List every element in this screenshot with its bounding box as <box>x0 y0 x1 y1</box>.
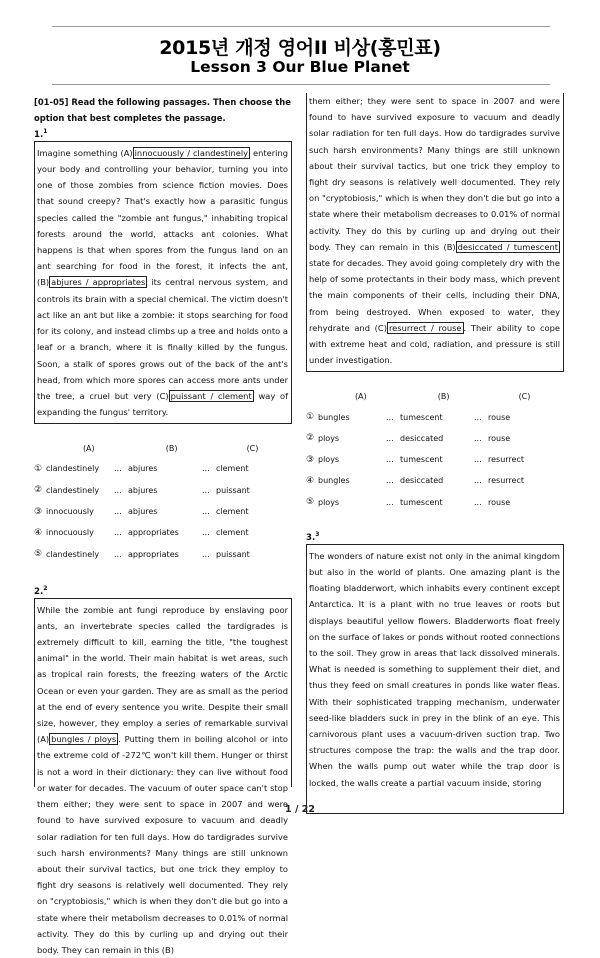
instructions: [01-05] Read the following passages. Then choose the option that best completes the passage. <box>34 97 291 123</box>
blank-b: desiccated / tumescent <box>457 241 558 252</box>
blank-a: bungles / ploys <box>51 734 117 745</box>
option-row[interactable]: ⑤ clandestinely ... appropriates ... puissant <box>34 549 250 560</box>
question-2-number: 2.$^2$ <box>34 584 48 597</box>
question-1-number: 1.$^1$ <box>34 128 48 140</box>
blank-c: puissant / clement <box>170 390 252 401</box>
option-row[interactable]: ① clandestinely ... abjures ... clement <box>34 463 249 474</box>
right-column <box>306 93 564 814</box>
options-header: (A) (B) (C) <box>354 391 531 401</box>
left-column <box>34 93 292 955</box>
option-row[interactable]: ③ ploys ... tumescent ... resurrect <box>306 454 524 465</box>
question-3-passage: The wonders of nature exist not only in the animal kingdom but also in the world of plants. One amazing plant is the floating bladderwort, which inhabits every continent except Antarctica. It is a plant with no true leaves or roots but displays beautiful yellow flowers. Bladderworts float freely on the surface of lakes or ponds without rooted connections to the soil. They grow in areas that lack dissolved minerals. What is needed is something to supplement their diet, and thus they feed on small creatures in ponds like water fleas. With their sophisticated trapping mechanism, underwater seed-like bladders suck in prey in the blink of an eye. This carnivorous plant uses a vacuum-driven suction trap. Two structures compose the trap: the walls and the trap door. When the walls pump out water while the trap door is locked, the walls create a partial vacuum inside, storing <box>306 544 564 814</box>
blank-b: abjures / appropriates <box>51 277 146 288</box>
question-2-options <box>306 386 564 512</box>
page-title: 2015년 개정 영어II 비상(홍민표) <box>159 37 441 59</box>
top-rule <box>52 26 550 27</box>
question-1-passage: Imagine something (A) innocuously / clandestinely entering your body and controlling your behavior, turning you into one of those zombies from science fiction movies. Does that sound creepy? That's exactly how a parasitic fungus species called the "zombie ant fungus," inhabiting tropical forests around the world, attacks ant colonies. What happens is that when spores from the fungus land on an ant searching for food in the forest, it infects the ant, (B) abjures / appropriates its central nervous system, and controls its brain with a special chemical. The victim doesn't act like an ant but like a zombie: it stops searching for food for its colony, and instead climbs up a tree and holds onto a leaf or a branch, where it is finally killed by the fungus. Soon, a stalk of spores grows out of the back of the ant's head, from which more spores can access more ants under the tree, a cruel but very (C) puissant / clement way of expanding the fungus' territory. <box>34 141 292 424</box>
options-header: (A) (B) (C) <box>82 443 259 453</box>
blank-c: resurrect / rouse <box>388 322 462 333</box>
option-row[interactable]: ④ innocuously ... appropriates ... clement <box>34 527 249 538</box>
question-1-options <box>34 438 292 564</box>
page-number: 1 / 22 <box>285 804 315 815</box>
question-2-passage-part1: While the zombie ant fungi reproduce by enslaving poor ants, an invertebrate species called the tardigrades is extremely difficult to kill, earning the title, "the toughest animal" in the world. Their main habitat is wet areas, such as tropical rain forests, the freezing waters of the Arctic Ocean or even your garden. They are as small as the period at the end of every sentence you write. Despite their small size, however, they employ a series of remarkable survival (A) bungles / ploys . Putting them in boiling alcohol or into the extreme cold of -272℃ won't kill them. Hunger or thirst is not a word in their dictionary: they can live without food or water for decades. The vacuum of outer space can't stop them either; they were sent to space in 2007 and were found to have survived exposure to vacuum and deadly solar radiation for ten full days. How do tardigrades survive such harsh environments? Many things are still unknown about their survival tactics, but one trick they employ to fight dry seasons is relatively well documented. They rely on "cryptobiosis," which is when they don't die but go into a state where their metabolism decreases to 0.01% of normal activity. They do this by curling up and drying out their body. They can remain in this (B) <box>34 598 292 787</box>
question-2-passage-part2: them either; they were sent to space in 2007 and were found to have survived exposure to vacuum and deadly solar radiation for ten full days. How do tardigrades survive such harsh environments? Many things are still unknown about their survival tactics, but one trick they employ to fight dry seasons is relatively well documented. They rely on "cryptobiosis," which is when they don't die but go into a state where their metabolism decreases to 0.01% of normal activity. They do this by curling up and drying out their body. They can remain in this (B) desiccated / tumescent state for decades. They avoid going completely dry with the help of some protectants in their body mass, which prevent the main components of their cells, including their DNA, from being destroyed. When exposed to water, they rehydrate and (C) resurrect / rouse . Their ability to cope with extreme heat and cold, radiation, and pressure is still under investigation. <box>306 93 564 372</box>
blank-a: innocuously / clandestinely <box>134 147 249 158</box>
page-subtitle: Lesson 3 Our Blue Planet <box>190 58 410 76</box>
option-row[interactable]: ② ploys ... desiccated ... rouse <box>306 433 511 444</box>
header-rule <box>52 84 550 85</box>
option-row[interactable]: ① bungles ... tumescent ... rouse <box>306 412 511 423</box>
option-row[interactable]: ② clandestinely ... abjures ... puissant <box>34 485 250 496</box>
option-row[interactable]: ⑤ ploys ... tumescent ... rouse <box>306 497 511 508</box>
question-3-number: 3.$^3$ <box>306 530 320 543</box>
option-row[interactable]: ④ bungles ... desiccated ... resurrect <box>306 475 524 486</box>
option-row[interactable]: ③ innocuously ... abjures ... clement <box>34 506 249 517</box>
